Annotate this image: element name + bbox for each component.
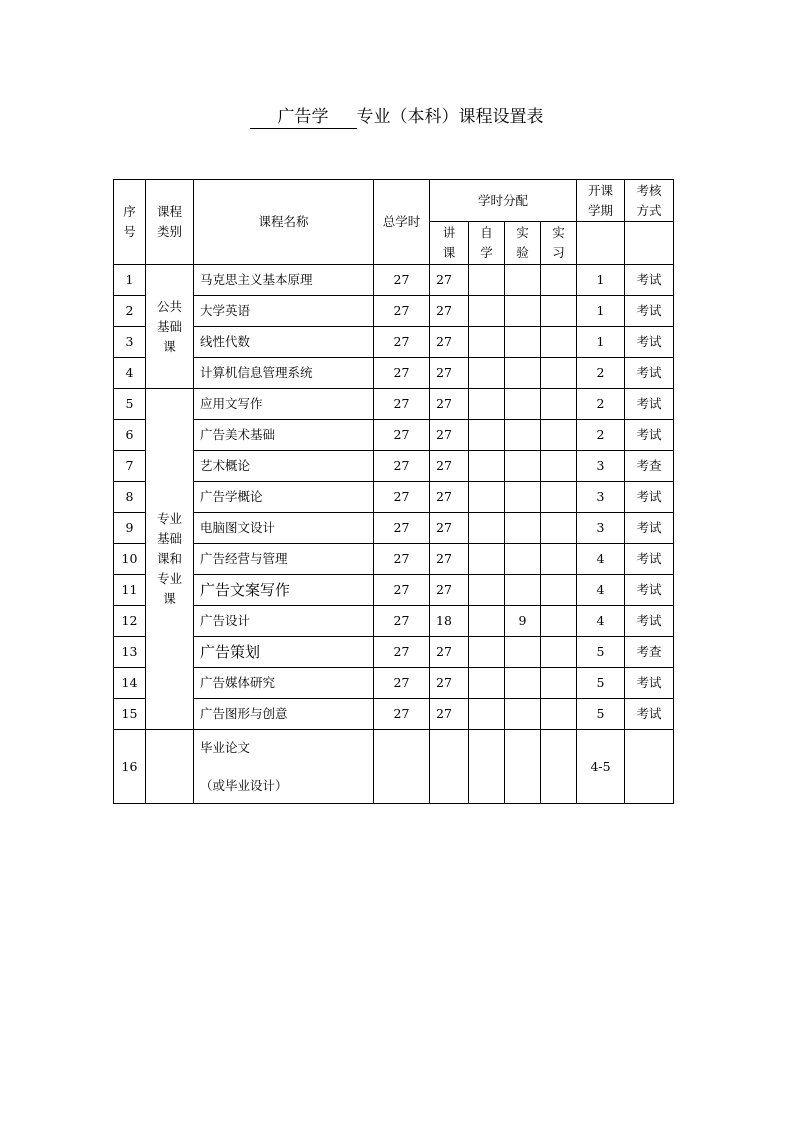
cell-practice — [541, 451, 577, 482]
cell-exam: 考试 — [625, 265, 674, 296]
thesis-self-blank — [469, 730, 505, 804]
table-row — [114, 451, 674, 482]
cell-self — [469, 296, 505, 327]
cell-total: 27 — [374, 296, 430, 327]
cell-seq: 15 — [114, 699, 146, 730]
cell-practice — [541, 482, 577, 513]
cell-practice — [541, 327, 577, 358]
cell-experiment — [505, 637, 541, 668]
table-row — [114, 389, 674, 420]
cell-total: 27 — [374, 451, 430, 482]
cell-total: 27 — [374, 699, 430, 730]
cell-practice — [541, 513, 577, 544]
category-public: 公共 基础 课 — [146, 265, 194, 389]
title-suffix: 专业（本科）课程设置表 — [356, 107, 544, 127]
cell-seq: 10 — [114, 544, 146, 575]
thesis-exam-blank — [625, 730, 674, 804]
cell-semester: 1 — [577, 296, 625, 327]
cell-course-name: 广告设计 — [194, 606, 374, 637]
cell-exam: 考试 — [625, 513, 674, 544]
cell-practice — [541, 575, 577, 606]
header-total-hours: 总学时 — [374, 180, 430, 265]
cell-course-name: 应用文写作 — [194, 389, 374, 420]
cell-practice — [541, 389, 577, 420]
header-course-name: 课程名称 — [194, 180, 374, 265]
header-category: 课程 类别 — [146, 180, 194, 265]
cell-self — [469, 699, 505, 730]
cell-semester: 4 — [577, 606, 625, 637]
cell-course-name: 广告策划 — [194, 637, 374, 668]
cell-exam: 考试 — [625, 606, 674, 637]
cell-experiment — [505, 296, 541, 327]
cell-exam: 考试 — [625, 699, 674, 730]
table-row — [114, 606, 674, 637]
table-row — [114, 358, 674, 389]
cell-exam: 考试 — [625, 389, 674, 420]
cell-practice — [541, 668, 577, 699]
cell-seq: 4 — [114, 358, 146, 389]
header-exam-blank — [625, 222, 674, 265]
header-lecture: 讲 课 — [430, 222, 469, 265]
cell-lecture: 18 — [430, 606, 469, 637]
cell-course-name: 广告文案写作 — [194, 575, 374, 606]
cell-practice — [541, 699, 577, 730]
cell-total: 27 — [374, 358, 430, 389]
cell-lecture: 27 — [430, 482, 469, 513]
cell-total: 27 — [374, 327, 430, 358]
header-self-study: 自 学 — [469, 222, 505, 265]
cell-total: 27 — [374, 544, 430, 575]
cell-total: 27 — [374, 575, 430, 606]
cell-seq: 5 — [114, 389, 146, 420]
cell-self — [469, 482, 505, 513]
cell-total: 27 — [374, 668, 430, 699]
cell-course-name: 电脑图文设计 — [194, 513, 374, 544]
cell-experiment — [505, 420, 541, 451]
cell-self — [469, 575, 505, 606]
cell-total: 27 — [374, 420, 430, 451]
table-row — [114, 296, 674, 327]
cell-exam: 考查 — [625, 637, 674, 668]
table-row — [114, 668, 674, 699]
cell-seq: 11 — [114, 575, 146, 606]
cell-lecture: 27 — [430, 358, 469, 389]
cell-semester: 5 — [577, 668, 625, 699]
header-allocation: 学时分配 — [430, 180, 577, 222]
cell-seq: 12 — [114, 606, 146, 637]
cell-seq: 8 — [114, 482, 146, 513]
cell-lecture: 27 — [430, 327, 469, 358]
cell-lecture: 27 — [430, 575, 469, 606]
thesis-experiment-blank — [505, 730, 541, 804]
cell-lecture: 27 — [430, 544, 469, 575]
cell-total: 27 — [374, 606, 430, 637]
cell-exam: 考试 — [625, 420, 674, 451]
cell-seq: 14 — [114, 668, 146, 699]
cell-practice — [541, 544, 577, 575]
cell-self — [469, 327, 505, 358]
cell-semester: 2 — [577, 389, 625, 420]
table-row — [114, 265, 674, 296]
cell-self — [469, 668, 505, 699]
cell-course-name: 广告学概论 — [194, 482, 374, 513]
table-row — [114, 327, 674, 358]
cell-practice — [541, 296, 577, 327]
cell-experiment — [505, 327, 541, 358]
cell-semester: 2 — [577, 420, 625, 451]
cell-seq: 16 — [114, 730, 146, 804]
cell-self — [469, 420, 505, 451]
cell-exam: 考试 — [625, 544, 674, 575]
cell-course-name: 马克思主义基本原理 — [194, 265, 374, 296]
cell-exam: 考试 — [625, 482, 674, 513]
category-professional: 专业 基础 课和 专业 课 — [146, 389, 194, 730]
cell-practice — [541, 265, 577, 296]
cell-practice — [541, 606, 577, 637]
header-semester-blank — [577, 222, 625, 265]
cell-lecture: 27 — [430, 451, 469, 482]
cell-total: 27 — [374, 637, 430, 668]
table-row — [114, 420, 674, 451]
cell-semester: 5 — [577, 637, 625, 668]
cell-semester: 3 — [577, 513, 625, 544]
cell-lecture: 27 — [430, 420, 469, 451]
cell-lecture: 27 — [430, 668, 469, 699]
cell-semester: 4-5 — [577, 730, 625, 804]
cell-self — [469, 451, 505, 482]
header-row-1 — [114, 180, 674, 222]
cell-experiment — [505, 513, 541, 544]
thesis-row — [114, 730, 674, 804]
thesis-category-blank — [146, 730, 194, 804]
cell-experiment — [505, 699, 541, 730]
cell-course-name: 广告媒体研究 — [194, 668, 374, 699]
cell-total: 27 — [374, 513, 430, 544]
cell-seq: 7 — [114, 451, 146, 482]
cell-exam: 考试 — [625, 327, 674, 358]
cell-course-name: 艺术概论 — [194, 451, 374, 482]
thesis-practice-blank — [541, 730, 577, 804]
cell-course-name: 计算机信息管理系统 — [194, 358, 374, 389]
cell-exam: 考试 — [625, 668, 674, 699]
cell-experiment — [505, 389, 541, 420]
cell-experiment — [505, 668, 541, 699]
cell-seq: 6 — [114, 420, 146, 451]
table-row — [114, 637, 674, 668]
cell-self — [469, 513, 505, 544]
cell-experiment — [505, 358, 541, 389]
cell-experiment — [505, 451, 541, 482]
cell-experiment — [505, 544, 541, 575]
cell-semester: 5 — [577, 699, 625, 730]
major-name: 广告学 — [250, 106, 357, 129]
header-exam: 考核 方式 — [625, 180, 674, 222]
cell-course-name: 大学英语 — [194, 296, 374, 327]
thesis-name: 毕业论文 — [200, 739, 251, 755]
cell-practice — [541, 420, 577, 451]
course-table — [113, 179, 674, 804]
table-row — [114, 544, 674, 575]
cell-semester: 1 — [577, 265, 625, 296]
page-title — [0, 104, 793, 130]
cell-seq: 1 — [114, 265, 146, 296]
cell-self — [469, 389, 505, 420]
thesis-name-alt: （或毕业设计） — [200, 777, 288, 793]
cell-seq: 3 — [114, 327, 146, 358]
cell-lecture: 27 — [430, 513, 469, 544]
thesis-total-blank — [374, 730, 430, 804]
header-experiment: 实 验 — [505, 222, 541, 265]
cell-self — [469, 606, 505, 637]
cell-lecture: 27 — [430, 637, 469, 668]
cell-experiment: 9 — [505, 606, 541, 637]
header-practice: 实 习 — [541, 222, 577, 265]
cell-course-name: 广告美术基础 — [194, 420, 374, 451]
cell-exam: 考试 — [625, 296, 674, 327]
cell-seq: 2 — [114, 296, 146, 327]
table-row — [114, 482, 674, 513]
cell-total: 27 — [374, 389, 430, 420]
cell-exam: 考试 — [625, 575, 674, 606]
cell-semester: 4 — [577, 575, 625, 606]
cell-semester: 3 — [577, 451, 625, 482]
cell-lecture: 27 — [430, 296, 469, 327]
cell-semester: 4 — [577, 544, 625, 575]
cell-experiment — [505, 265, 541, 296]
table-row — [114, 513, 674, 544]
cell-total: 27 — [374, 482, 430, 513]
cell-self — [469, 637, 505, 668]
cell-self — [469, 544, 505, 575]
thesis-name-cell — [194, 730, 374, 804]
cell-seq: 13 — [114, 637, 146, 668]
cell-lecture: 27 — [430, 265, 469, 296]
cell-total: 27 — [374, 265, 430, 296]
cell-lecture: 27 — [430, 389, 469, 420]
cell-course-name: 广告经营与管理 — [194, 544, 374, 575]
cell-self — [469, 358, 505, 389]
cell-experiment — [505, 482, 541, 513]
thesis-lecture-blank — [430, 730, 469, 804]
cell-course-name: 线性代数 — [194, 327, 374, 358]
cell-seq: 9 — [114, 513, 146, 544]
cell-course-name: 广告图形与创意 — [194, 699, 374, 730]
cell-experiment — [505, 575, 541, 606]
cell-exam: 考试 — [625, 358, 674, 389]
cell-lecture: 27 — [430, 699, 469, 730]
cell-semester: 1 — [577, 327, 625, 358]
header-semester: 开课 学期 — [577, 180, 625, 222]
cell-self — [469, 265, 505, 296]
cell-practice — [541, 358, 577, 389]
cell-exam: 考查 — [625, 451, 674, 482]
header-seq: 序 号 — [114, 180, 146, 265]
table-row — [114, 575, 674, 606]
cell-semester: 2 — [577, 358, 625, 389]
table-row — [114, 699, 674, 730]
cell-semester: 3 — [577, 482, 625, 513]
cell-practice — [541, 637, 577, 668]
